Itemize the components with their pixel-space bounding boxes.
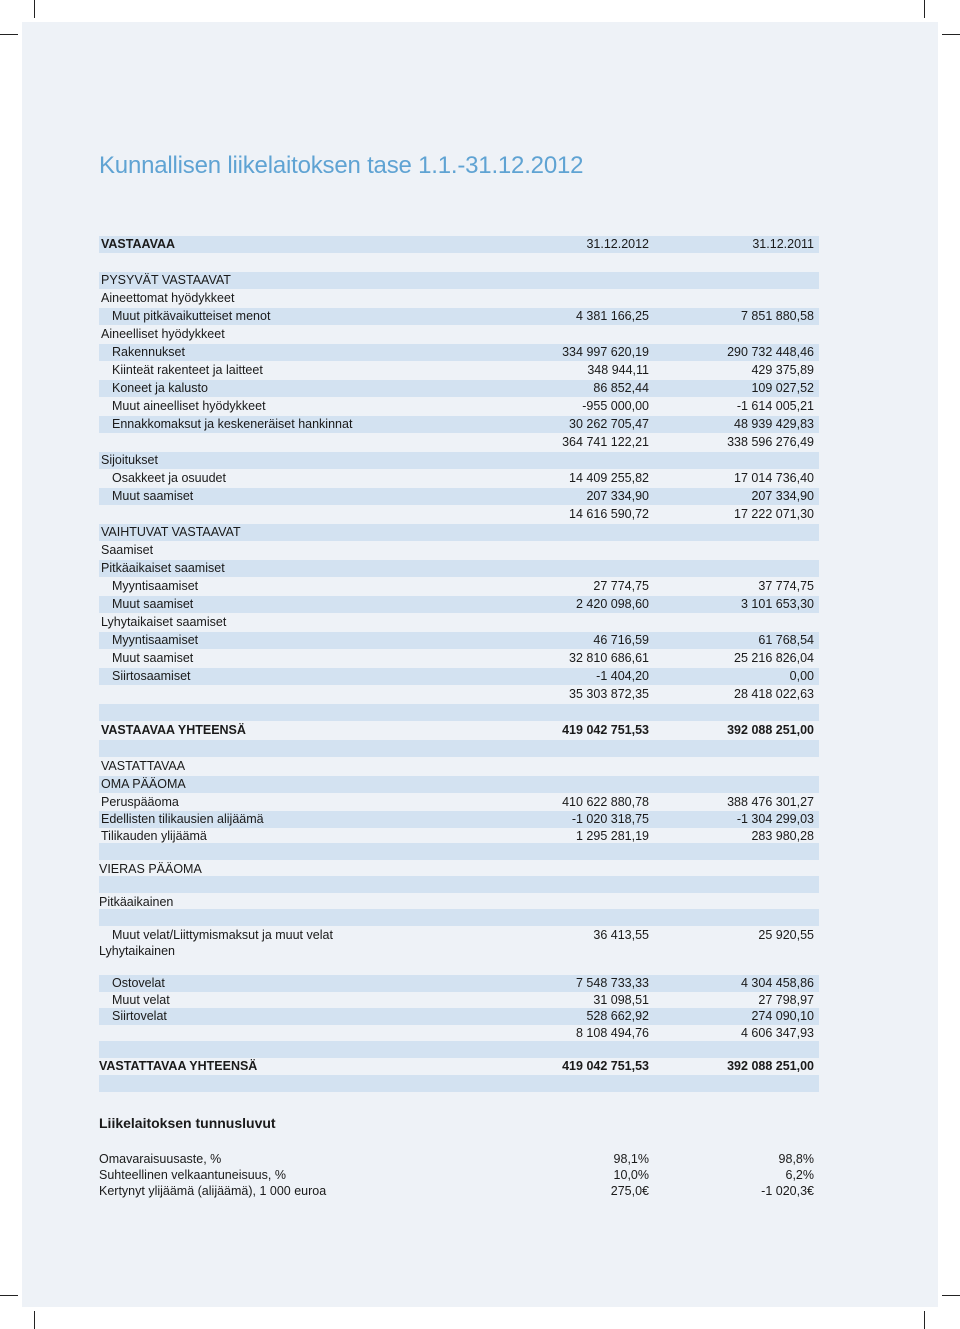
table-row: Siirtosaamiset -1 404,20 0,00 xyxy=(99,668,819,685)
table-row: Myyntisaamiset 46 716,59 61 768,54 xyxy=(99,632,819,649)
crop-mark xyxy=(34,1311,35,1329)
page-title: Kunnallisen liikelaitoksen tase 1.1.-31.12.2012 xyxy=(99,152,584,179)
table-row: VIERAS PÄÄOMA xyxy=(99,862,202,876)
table-row: Muut velat/Liittymismaksut ja muut velat 36 413,55 25 920,55 xyxy=(112,928,814,942)
table-row: Muut pitkävaikutteiset menot 4 381 166,25 7 851 880,58 xyxy=(99,308,819,325)
crop-mark xyxy=(0,1295,18,1296)
crop-mark xyxy=(924,0,925,18)
header-label: VASTAAVAA xyxy=(101,237,176,251)
table-row: Ennakkomaksut ja keskeneräiset hankinnat 30 262 705,47 48 939 429,83 xyxy=(99,416,819,433)
kpi-row: Suhteellinen velkaantuneisuus, % 10,0% 6,2% xyxy=(99,1168,814,1182)
crop-mark xyxy=(942,1295,960,1296)
header-col-2011: 31.12.2011 xyxy=(752,237,814,251)
crop-mark xyxy=(0,34,18,35)
table-row: Tilikauden ylijäämä 1 295 281,19 283 980,28 xyxy=(101,829,814,843)
spacer-band xyxy=(99,1075,819,1092)
subtotal-row: 8 108 494,76 4 606 347,93 xyxy=(576,1026,814,1040)
spacer-band xyxy=(99,740,819,757)
table-row: Edellisten tilikausien alijäämä -1 020 318,75 -1 304 299,03 xyxy=(99,811,819,828)
subtotal-row: 364 741 122,21 338 596 276,49 xyxy=(562,435,814,449)
kpi-title: Liikelaitoksen tunnusluvut xyxy=(99,1115,276,1131)
spacer-band xyxy=(99,704,819,721)
table-row: Ostovelat 7 548 733,33 4 304 458,86 xyxy=(99,975,819,992)
table-row: Pitkäaikaiset saamiset xyxy=(99,560,819,577)
table-row: Aineelliset hyödykkeet xyxy=(101,327,225,341)
table-row: Lyhytaikainen xyxy=(99,944,175,958)
table-row: Lyhytaikaiset saamiset xyxy=(101,615,227,629)
kpi-row: Omavaraisuusaste, % 98,1% 98,8% xyxy=(99,1152,814,1166)
kpi-row: Kertynyt ylijäämä (alijäämä), 1 000 euroa 275,0€ -1 020,3€ xyxy=(99,1184,814,1198)
table-row: Muut velat 31 098,51 27 798,97 xyxy=(112,993,814,1007)
table-row: Myyntisaamiset 27 774,75 37 774,75 xyxy=(112,579,814,593)
table-row: OMA PÄÄOMA xyxy=(99,776,819,793)
table-row: Peruspääoma 410 622 880,78 388 476 301,27 xyxy=(101,795,814,809)
subtotal-row: 14 616 590,72 17 222 071,30 xyxy=(569,507,814,521)
table-row: VAIHTUVAT VASTAAVAT xyxy=(99,524,819,541)
table-row: Sijoitukset xyxy=(99,452,819,469)
liabilities-total-row: VASTATTAVAA YHTEENSÄ 419 042 751,53 392 088 251,00 xyxy=(99,1059,814,1073)
subtotal-row: 35 303 872,35 28 418 022,63 xyxy=(569,687,814,701)
table-row: Muut saamiset 32 810 686,61 25 216 826,04 xyxy=(112,651,814,665)
table-row: PYSYVÄT VASTAAVAT xyxy=(99,272,819,289)
table-row: Rakennukset 334 997 620,19 290 732 448,46 xyxy=(99,344,819,361)
table-row: Koneet ja kalusto 86 852,44 109 027,52 xyxy=(99,380,819,397)
table-row: Kiinteät rakenteet ja laitteet 348 944,11 429 375,89 xyxy=(112,363,814,377)
table-row: Osakkeet ja osuudet 14 409 255,82 17 014 736,40 xyxy=(112,471,814,485)
table-row: Muut aineelliset hyödykkeet -955 000,00 -1 614 005,21 xyxy=(112,399,814,413)
header-col-2012: 31.12.2012 xyxy=(586,237,649,251)
assets-total-row: VASTAAVAA YHTEENSÄ 419 042 751,53 392 088 251,00 xyxy=(101,723,814,737)
spacer-band xyxy=(99,843,819,860)
table-row: Muut saamiset 207 334,90 207 334,90 xyxy=(99,488,819,505)
table-header xyxy=(99,236,819,253)
spacer-band xyxy=(99,876,819,893)
table-row: Aineettomat hyödykkeet xyxy=(101,291,235,305)
spacer-band xyxy=(99,1041,819,1058)
spacer-band xyxy=(99,909,819,926)
table-row: Saamiset xyxy=(101,543,154,557)
crop-mark xyxy=(924,1311,925,1329)
crop-mark xyxy=(942,34,960,35)
table-row: Pitkäaikainen xyxy=(99,895,174,909)
table-row: VASTATTAVAA xyxy=(101,759,186,773)
table-row: Muut saamiset 2 420 098,60 3 101 653,30 xyxy=(99,596,819,613)
table-row: Siirtovelat 528 662,92 274 090,10 xyxy=(99,1008,819,1025)
crop-mark xyxy=(34,0,35,18)
